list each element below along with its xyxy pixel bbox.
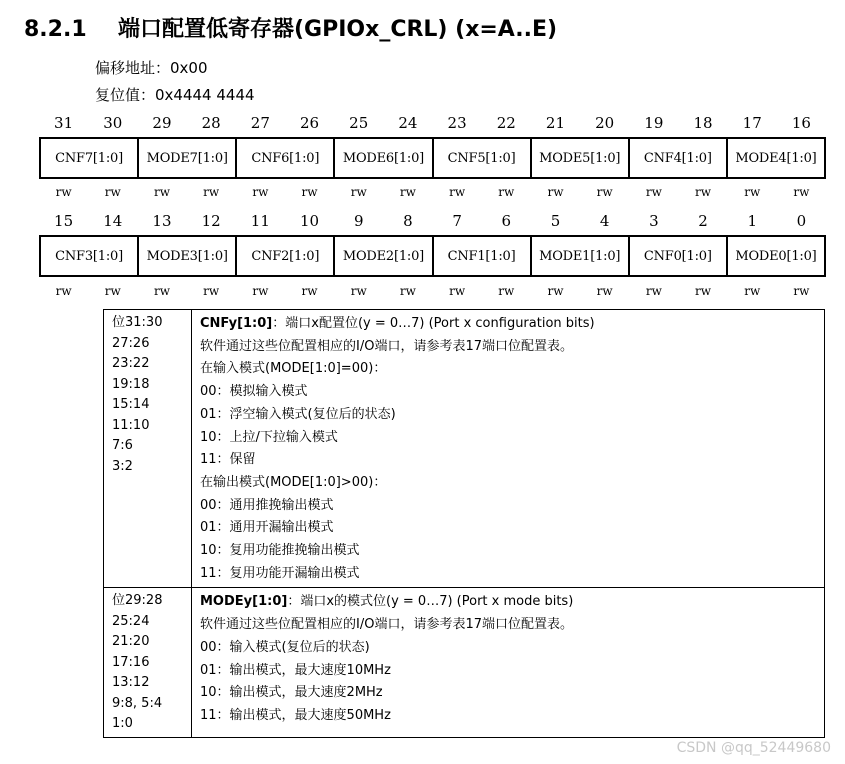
bit-number: 22 <box>496 114 516 132</box>
bit-number: 3 <box>649 212 659 230</box>
upper-access-types <box>39 185 826 199</box>
access-type: rw <box>252 185 269 199</box>
access-type: rw <box>695 284 712 298</box>
access-type: rw <box>350 185 367 199</box>
bit-number: 14 <box>103 212 123 230</box>
upper-register-fields <box>39 137 826 179</box>
bit-number: 9 <box>353 212 364 230</box>
access-type: rw <box>55 284 72 298</box>
bit-number: 27 <box>250 114 270 132</box>
register-field-mode4: MODE4[1:0] <box>735 150 817 166</box>
register-field-mode5: MODE5[1:0] <box>532 139 630 177</box>
lower-register-fields <box>39 235 826 277</box>
access-type: rw <box>645 284 662 298</box>
register-field-cnf0: CNF0[1:0] <box>630 237 728 275</box>
access-type: rw <box>350 284 367 298</box>
bit-range: 9:8, 5:4 <box>112 695 163 711</box>
bit-number: 31 <box>54 114 74 132</box>
register-field-cnf3: CNF3[1:0] <box>41 237 139 275</box>
bit-number: 16 <box>791 114 811 132</box>
mode-description <box>192 588 825 738</box>
register-field-cnf7: CNF7[1:0] <box>41 139 139 177</box>
access-type: rw <box>744 185 761 199</box>
register-field-mode7: MODE7[1:0] <box>139 139 237 177</box>
field-name: MODEy[1:0] <box>200 594 288 610</box>
description-line: 01：通用开漏输出模式 <box>200 520 334 536</box>
description-line: 11：输出模式，最大速度50MHz <box>200 707 391 723</box>
register-field-mode3: MODE3[1:0] <box>139 237 237 275</box>
bit-number: 0 <box>796 212 807 230</box>
bit-range: 21:20 <box>112 634 150 650</box>
bit-number: 29 <box>152 114 172 132</box>
bit-number: 5 <box>550 212 561 230</box>
access-type: rw <box>744 284 761 298</box>
description-line: 11：复用功能开漏输出模式 <box>200 565 360 581</box>
lower-bit-numbers <box>39 212 826 230</box>
description-line: 01：浮空输入模式(复位后的状态) <box>200 406 396 422</box>
bit-number: 18 <box>693 114 713 132</box>
access-type: rw <box>399 185 416 199</box>
description-line: 10：复用功能推挽输出模式 <box>200 543 360 559</box>
register-field-cnf1: CNF1[1:0] <box>434 237 532 275</box>
bit-number: 11 <box>250 212 270 230</box>
mode-bit-positions <box>104 588 192 738</box>
bit-range: 19:18 <box>112 376 150 392</box>
mode-field-title <box>200 591 818 614</box>
field-title-text: ：端口x的模式位(y = 0…7) (Port x mode bits) <box>287 594 574 610</box>
bit-range: 3:2 <box>112 458 133 474</box>
access-type: rw <box>498 284 515 298</box>
description-line: 软件通过这些位配置相应的I/O端口，请参考表17端口位配置表。 <box>200 338 573 354</box>
bit-number: 1 <box>747 212 757 230</box>
bit-number: 17 <box>742 114 762 132</box>
bit-range: 7:6 <box>112 438 133 453</box>
access-type: rw <box>104 185 121 199</box>
description-line: 10：上拉/下拉输入模式 <box>200 429 338 445</box>
section-heading <box>24 12 557 43</box>
bit-number: 15 <box>54 212 74 230</box>
cnf-field-title <box>200 313 818 336</box>
access-type: rw <box>55 185 72 199</box>
description-line: 00：输入模式(复位后的状态) <box>200 639 370 655</box>
cnf-description-row <box>104 310 825 588</box>
access-type: rw <box>596 185 613 199</box>
register-field-mode0: MODE0[1:0] <box>735 248 817 264</box>
register-field-cnf5: CNF5[1:0] <box>434 139 532 177</box>
register-field-cnf6: CNF6[1:0] <box>237 139 335 177</box>
access-type: rw <box>645 185 662 199</box>
access-type: rw <box>498 185 515 199</box>
access-type: rw <box>793 284 810 298</box>
access-type: rw <box>695 185 712 199</box>
cnf-description <box>192 310 825 588</box>
bit-number: 26 <box>299 114 320 132</box>
description-line: 01：输出模式，最大速度10MHz <box>200 662 391 678</box>
access-type: rw <box>252 284 269 298</box>
bit-description-table <box>103 309 825 738</box>
description-line: 00：模拟输入模式 <box>200 384 308 400</box>
bit-number: 10 <box>299 212 320 230</box>
access-type: rw <box>449 284 466 298</box>
bit-number: 30 <box>103 114 123 132</box>
watermark: CSDN @qq_52449680 <box>676 740 831 756</box>
bit-number: 4 <box>599 212 610 230</box>
mode-description-row <box>104 588 825 738</box>
bit-range: 11:10 <box>112 417 150 433</box>
access-type: rw <box>153 185 170 199</box>
access-type: rw <box>203 185 220 199</box>
bit-range: 27:26 <box>112 335 150 351</box>
access-type: rw <box>547 284 564 298</box>
bit-number: 2 <box>698 212 708 230</box>
bit-number: 23 <box>447 114 467 132</box>
bit-number: 19 <box>644 114 664 132</box>
field-title-text: ：端口x配置位(y = 0…7) (Port x configuration bits) <box>272 316 595 331</box>
offset-address: 偏移地址：0x00 <box>95 59 208 77</box>
bit-number: 6 <box>501 212 512 230</box>
upper-bit-numbers <box>39 114 826 132</box>
register-field-mode6: MODE6[1:0] <box>335 139 433 177</box>
description-line: 在输入模式(MODE[1:0]=00)： <box>200 361 387 377</box>
access-type: rw <box>153 284 170 298</box>
bit-number: 25 <box>349 114 369 132</box>
cnf-bit-positions <box>104 310 192 588</box>
access-type: rw <box>301 284 318 298</box>
bit-range: 1:0 <box>112 716 133 732</box>
bit-number: 20 <box>595 114 615 132</box>
access-type: rw <box>449 185 466 199</box>
bit-number: 13 <box>152 212 172 230</box>
section-number: 8.2.1 <box>24 17 87 42</box>
bit-number: 21 <box>545 114 566 132</box>
description-line: 在输出模式(MODE[1:0]>00)： <box>200 474 387 490</box>
bit-range: 17:16 <box>112 654 150 670</box>
description-line: 11：保留 <box>200 452 256 468</box>
bit-number: 7 <box>452 212 462 230</box>
reset-value: 复位值：0x4444 4444 <box>95 86 255 104</box>
register-field-cnf2: CNF2[1:0] <box>237 237 335 275</box>
access-type: rw <box>793 185 810 199</box>
bit-number: 28 <box>201 114 221 132</box>
bit-range: 位29:28 <box>112 593 163 609</box>
bit-range: 13:12 <box>112 675 150 691</box>
bit-range: 15:14 <box>112 397 150 412</box>
field-name: CNFy[1:0] <box>200 316 273 331</box>
access-type: rw <box>301 185 318 199</box>
access-type: rw <box>547 185 564 199</box>
bit-number: 24 <box>398 114 418 132</box>
bit-number: 8 <box>403 212 413 230</box>
register-field-mode1: MODE1[1:0] <box>532 237 630 275</box>
description-line: 软件通过这些位配置相应的I/O端口，请参考表17端口位配置表。 <box>200 617 573 633</box>
register-field-mode2: MODE2[1:0] <box>335 237 433 275</box>
bit-number: 12 <box>201 212 221 230</box>
access-type: rw <box>399 284 416 298</box>
bit-range: 25:24 <box>112 613 150 629</box>
access-type: rw <box>203 284 220 298</box>
register-field-cnf4: CNF4[1:0] <box>630 139 728 177</box>
access-type: rw <box>596 284 613 298</box>
section-title: 端口配置低寄存器(GPIOx_CRL) (x=A..E) <box>118 17 558 42</box>
lower-access-types <box>39 284 826 298</box>
bit-range: 位31:30 <box>112 315 163 330</box>
bit-range: 23:22 <box>112 356 150 371</box>
description-line: 10：输出模式，最大速度2MHz <box>200 685 383 701</box>
description-line: 00：通用推挽输出模式 <box>200 497 334 513</box>
access-type: rw <box>104 284 121 298</box>
